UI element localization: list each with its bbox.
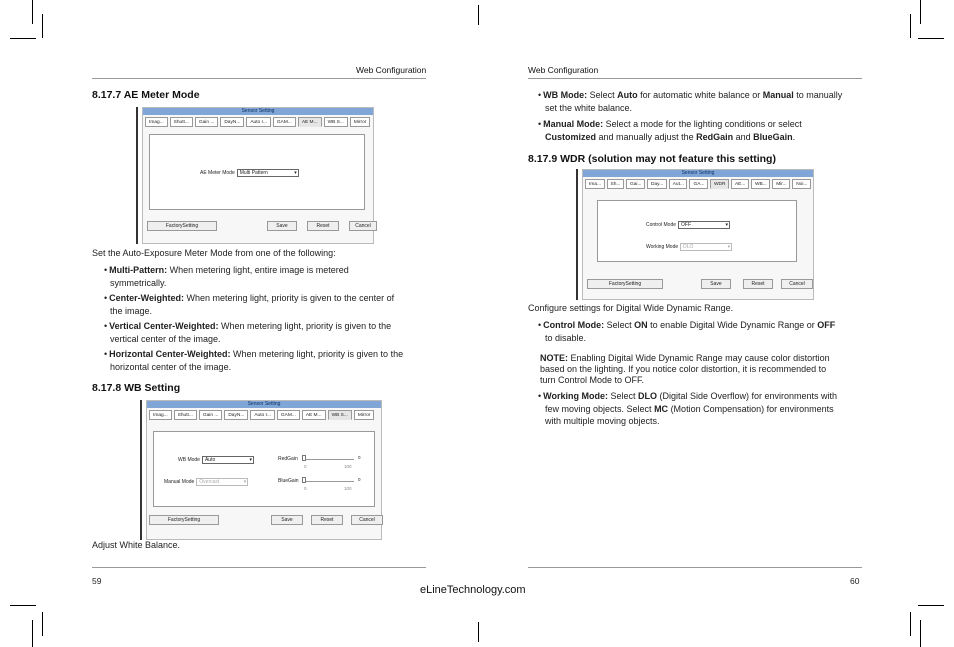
section-title-ae-meter: 8.17.7 AE Meter Mode	[92, 89, 200, 101]
tab-mirror[interactable]: Mir...	[772, 179, 790, 189]
red-gain-slider[interactable]	[302, 456, 354, 460]
chevron-down-icon: ▾	[243, 479, 247, 485]
blue-gain-scale-max: 100	[344, 486, 352, 491]
factory-setting-button[interactable]: FactorySetting	[147, 221, 217, 231]
save-button[interactable]: Save	[701, 279, 731, 289]
wdr-screenshot	[576, 169, 814, 300]
manual-mode-label: Manual Mode	[164, 479, 195, 485]
page-header: Web Configuration	[356, 65, 427, 75]
ae-bullet-vertical-center: • Vertical Center-Weighted: When metering light, priority is given to the vertical center of the image.	[104, 321, 392, 344]
page-number-left: 59	[92, 576, 102, 586]
crop-mark	[920, 620, 921, 647]
ae-intro: Set the Auto-Exposure Meter Mode from one of the following:	[92, 248, 336, 258]
section-title-wb: 8.17.8 WB Setting	[92, 382, 181, 394]
cancel-button[interactable]: Cancel	[351, 515, 383, 525]
tab-shutter[interactable]: Shutt...	[174, 410, 197, 420]
crop-mark	[918, 38, 944, 39]
tab-ae-meter[interactable]: AE M...	[302, 410, 326, 420]
tab-gain[interactable]: Gain ...	[199, 410, 222, 420]
tab-shutter[interactable]: Sh...	[607, 179, 624, 189]
control-mode-bullet: • Control Mode: Select ON to enable Digital Wide Dynamic Range or OFF to disable.	[538, 320, 836, 343]
footer-brand: eLineTechnology.com	[420, 584, 526, 596]
crop-mark	[42, 612, 43, 636]
manual-mode-bullet: • Manual Mode: Select a mode for the lighting conditions or select Customized and manually adjust the RedGain and BlueGain.	[538, 119, 802, 142]
settings-panel	[597, 200, 797, 262]
tab-wb-setting[interactable]: WB S...	[324, 117, 348, 127]
reset-button[interactable]: Reset	[307, 221, 339, 231]
control-mode-label: Control Mode	[646, 222, 677, 228]
tab-daynight[interactable]: DayN...	[224, 410, 248, 420]
tab-gamma[interactable]: GAM...	[277, 410, 300, 420]
wb-mode-label: WB Mode	[178, 457, 200, 463]
save-button[interactable]: Save	[271, 515, 303, 525]
dialog-title: Sensor Setting	[143, 108, 373, 115]
crop-mark	[478, 622, 479, 642]
wb-mode-bullet: • WB Mode: Select Auto for automatic white balance or Manual to manually set the white balance.	[538, 90, 843, 113]
tab-ae-meter[interactable]: AE M...	[298, 117, 322, 127]
tab-gamma[interactable]: GA...	[689, 179, 708, 189]
tab-auto-iris[interactable]: Auto I...	[250, 410, 275, 420]
wb-caption: Adjust White Balance.	[92, 540, 181, 550]
red-gain-scale-min: 0	[304, 464, 307, 469]
dialog-title: Sensor Setting	[147, 401, 381, 408]
ae-meter-mode-label: AE Meter Mode	[200, 170, 235, 176]
crop-mark	[10, 605, 36, 606]
header-rule	[528, 78, 862, 79]
tab-mirror[interactable]: Mirror	[354, 410, 375, 420]
header-rule	[92, 78, 426, 79]
tab-bar	[583, 177, 813, 189]
chevron-down-icon: ▾	[725, 222, 729, 228]
ae-bullet-multi-pattern: • Multi-Pattern: When metering light, entire image is metered symmetrically.	[104, 265, 349, 288]
wb-setting-screenshot	[140, 400, 382, 540]
page-number-right: 60	[850, 576, 860, 586]
crop-mark	[910, 14, 911, 38]
chevron-down-icon: ▾	[249, 457, 252, 463]
red-gain-label: RedGain	[278, 456, 298, 462]
footer-rule	[528, 567, 862, 568]
blue-gain-slider[interactable]	[302, 478, 354, 482]
save-button[interactable]: Save	[267, 221, 297, 231]
dialog-title: Sensor Setting	[583, 170, 813, 177]
tab-bar	[147, 408, 381, 420]
note-paragraph: NOTE: Enabling Digital Wide Dynamic Range may cause color distortion based on the lighting. If you notice color distortion, it is recommended to turn Control Mode to OFF.	[540, 353, 830, 385]
settings-panel	[149, 134, 365, 210]
manual-mode-select[interactable]: Overcast ▾	[196, 478, 248, 486]
reset-button[interactable]: Reset	[743, 279, 773, 289]
tab-ae-meter[interactable]: AE...	[731, 179, 749, 189]
crop-mark	[32, 620, 33, 647]
chevron-down-icon: ▾	[727, 244, 731, 250]
crop-mark	[10, 38, 36, 39]
cancel-button[interactable]: Cancel	[349, 221, 377, 231]
tab-noise[interactable]: Noi...	[792, 179, 811, 189]
tab-auto-iris[interactable]: Auto I...	[246, 117, 271, 127]
factory-setting-button[interactable]: FactorySetting	[587, 279, 663, 289]
reset-button[interactable]: Reset	[311, 515, 343, 525]
tab-gain[interactable]: Gai...	[626, 179, 645, 189]
crop-mark	[910, 612, 911, 636]
working-mode-select[interactable]: DLO ▾	[680, 243, 732, 251]
wdr-intro: Configure settings for Digital Wide Dynamic Range.	[528, 303, 734, 313]
tab-mirror[interactable]: Mirror	[350, 117, 371, 127]
blue-gain-scale-min: 0	[304, 486, 307, 491]
crop-mark	[478, 5, 479, 25]
tab-bar	[143, 115, 373, 127]
ae-bullet-center-weighted: • Center-Weighted: When metering light, priority is given to the center of the image.	[104, 293, 395, 316]
working-mode-bullet: • Working Mode: Select DLO (Digital Side Overflow) for environments with few moving objects. Select MC (Motion Compensation) for environments with multiple moving objects.	[538, 391, 838, 426]
slider-knob[interactable]	[302, 455, 306, 461]
section-title-wdr: 8.17.9 WDR (solution may not feature this setting)	[528, 153, 776, 165]
cancel-button[interactable]: Cancel	[781, 279, 813, 289]
ae-bullet-horizontal-center: • Horizontal Center-Weighted: When metering light, priority is given to the horizontal center of the image.	[104, 349, 404, 372]
factory-setting-button[interactable]: FactorySetting	[149, 515, 219, 525]
settings-panel	[153, 431, 375, 507]
ae-meter-mode-select[interactable]: Multi Pattern ▾	[237, 169, 299, 177]
tab-gamma[interactable]: GAM...	[273, 117, 296, 127]
tab-auto-iris[interactable]: Aut...	[669, 179, 688, 189]
slider-knob[interactable]	[302, 477, 306, 483]
tab-gain[interactable]: Gain ...	[195, 117, 218, 127]
crop-mark	[918, 605, 944, 606]
red-gain-scale-max: 100	[344, 464, 352, 469]
tab-wb-setting[interactable]: WB S...	[328, 410, 352, 420]
tab-daynight[interactable]: Day...	[647, 179, 667, 189]
footer-rule	[92, 567, 426, 568]
crop-mark	[32, 0, 33, 24]
red-gain-value: 0	[358, 455, 361, 460]
working-mode-label: Working Mode	[646, 244, 679, 250]
chevron-down-icon: ▾	[294, 170, 297, 176]
tab-daynight[interactable]: DayN...	[220, 117, 244, 127]
tab-wdr[interactable]: WDR	[710, 179, 729, 189]
wb-mode-select[interactable]: Auto ▾	[202, 456, 254, 464]
crop-mark	[42, 14, 43, 38]
tab-image[interactable]: Ima...	[585, 179, 605, 189]
tab-image[interactable]: Imag...	[149, 410, 172, 420]
blue-gain-value: 0	[358, 477, 361, 482]
crop-mark	[920, 0, 921, 24]
tab-shutter[interactable]: Shutt...	[170, 117, 193, 127]
ae-meter-screenshot	[136, 107, 374, 244]
control-mode-select[interactable]: OFF ▾	[678, 221, 730, 229]
page-header: Web Configuration	[528, 65, 599, 75]
blue-gain-label: BlueGain	[278, 478, 299, 484]
tab-wb-setting[interactable]: WB...	[751, 179, 770, 189]
tab-image[interactable]: Imag...	[145, 117, 168, 127]
